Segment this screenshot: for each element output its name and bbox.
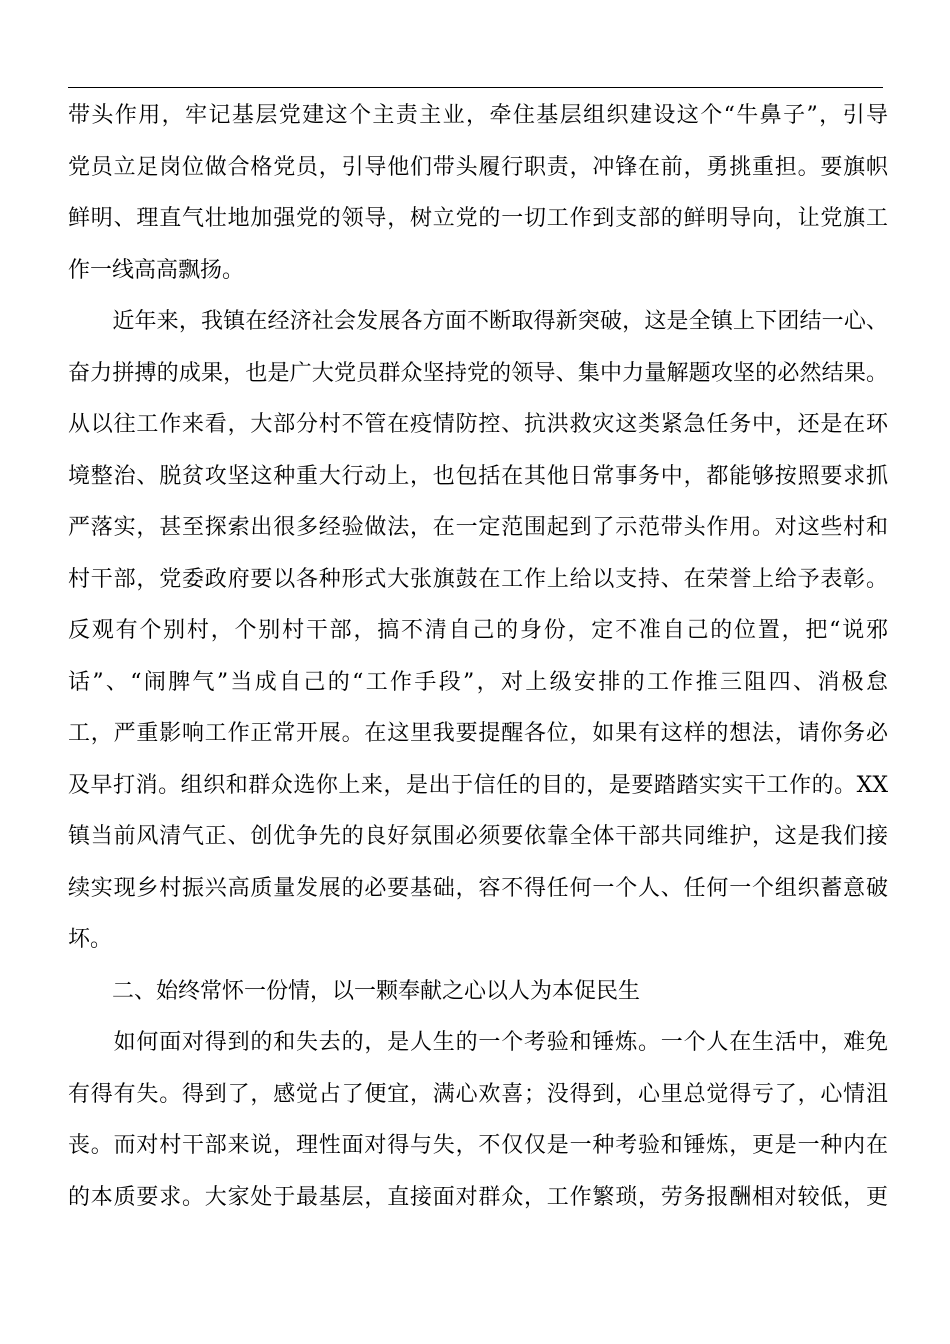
text-line: 反观有个别村，个别村干部，搞不清自己的身份，定不准自己的位置，把“说邪 [68, 618, 888, 643]
text-line: 如何面对得到的和失去的，是人生的一个考验和锤炼。一个人在生活中，难免 [68, 1030, 888, 1055]
text-line: 续实现乡村振兴高质量发展的必要基础，容不得任何一个人、任何一个组织蓄意破 [68, 875, 888, 901]
text-line: 鲜明、理直气壮地加强党的领导，树立党的一切工作到支部的鲜明导向，让党旗工 [68, 206, 888, 231]
text-line: 带头作用，牢记基层党建这个主责主业，牵住基层组织建设这个“牛鼻子”，引导 [68, 103, 888, 128]
text-line: 坏。 [68, 927, 113, 952]
body-text [68, 90, 888, 1223]
text-line: 村干部，党委政府要以各种形式大张旗鼓在工作上给以支持、在荣誉上给予表彰。 [68, 566, 888, 592]
text-line: 严落实，甚至探索出很多经验做法，在一定范围起到了示范带头作用。对这些村和 [68, 515, 888, 540]
text-line: 丧。而对村干部来说，理性面对得与失，不仅仅是一种考验和锤炼，更是一种内在 [68, 1133, 888, 1158]
header-rule [68, 87, 883, 88]
section-heading: 二、始终常怀一份情，以一颗奉献之心以人为本促民生 [68, 978, 641, 1004]
text-line: 有得有失。得到了，感觉占了便宜，满心欢喜；没得到，心里总觉得亏了，心情沮 [68, 1081, 888, 1107]
text-line: 工，严重影响工作正常开展。在这里我要提醒各位，如果有这样的想法，请你务必 [68, 721, 888, 746]
text-line: 的本质要求。大家处于最基层，直接面对群众，工作繁琐，劳务报酬相对较低，更 [68, 1184, 888, 1210]
text-line: 近年来，我镇在经济社会发展各方面不断取得新突破，这是全镇上下团结一心、 [68, 309, 888, 334]
text-line: 党员立足岗位做合格党员，引导他们带头履行职责，冲锋在前，勇挑重担。要旗帜 [68, 154, 888, 180]
text-line: 话”、“闹脾气”当成自己的“工作手段”，对上级安排的工作推三阻四、消极怠 [68, 669, 888, 695]
text-line: 境整治、脱贫攻坚这种重大行动上，也包括在其他日常事务中，都能够按照要求抓 [68, 463, 888, 489]
text-line: 奋力拼搏的成果，也是广大党员群众坚持党的领导、集中力量解题攻坚的必然结果。 [68, 360, 888, 386]
text-line: 镇当前风清气正、创优争先的良好氛围必须要依靠全体干部共同维护，这是我们接 [68, 824, 888, 849]
text-line: 从以往工作来看，大部分村不管在疫情防控、抗洪救灾这类紧急任务中，还是在环 [68, 412, 888, 437]
text-line: 及早打消。组织和群众选你上来，是出于信任的目的，是要踏踏实实干工作的。XX [68, 772, 888, 798]
text-line: 作一线高高飘扬。 [68, 257, 245, 283]
